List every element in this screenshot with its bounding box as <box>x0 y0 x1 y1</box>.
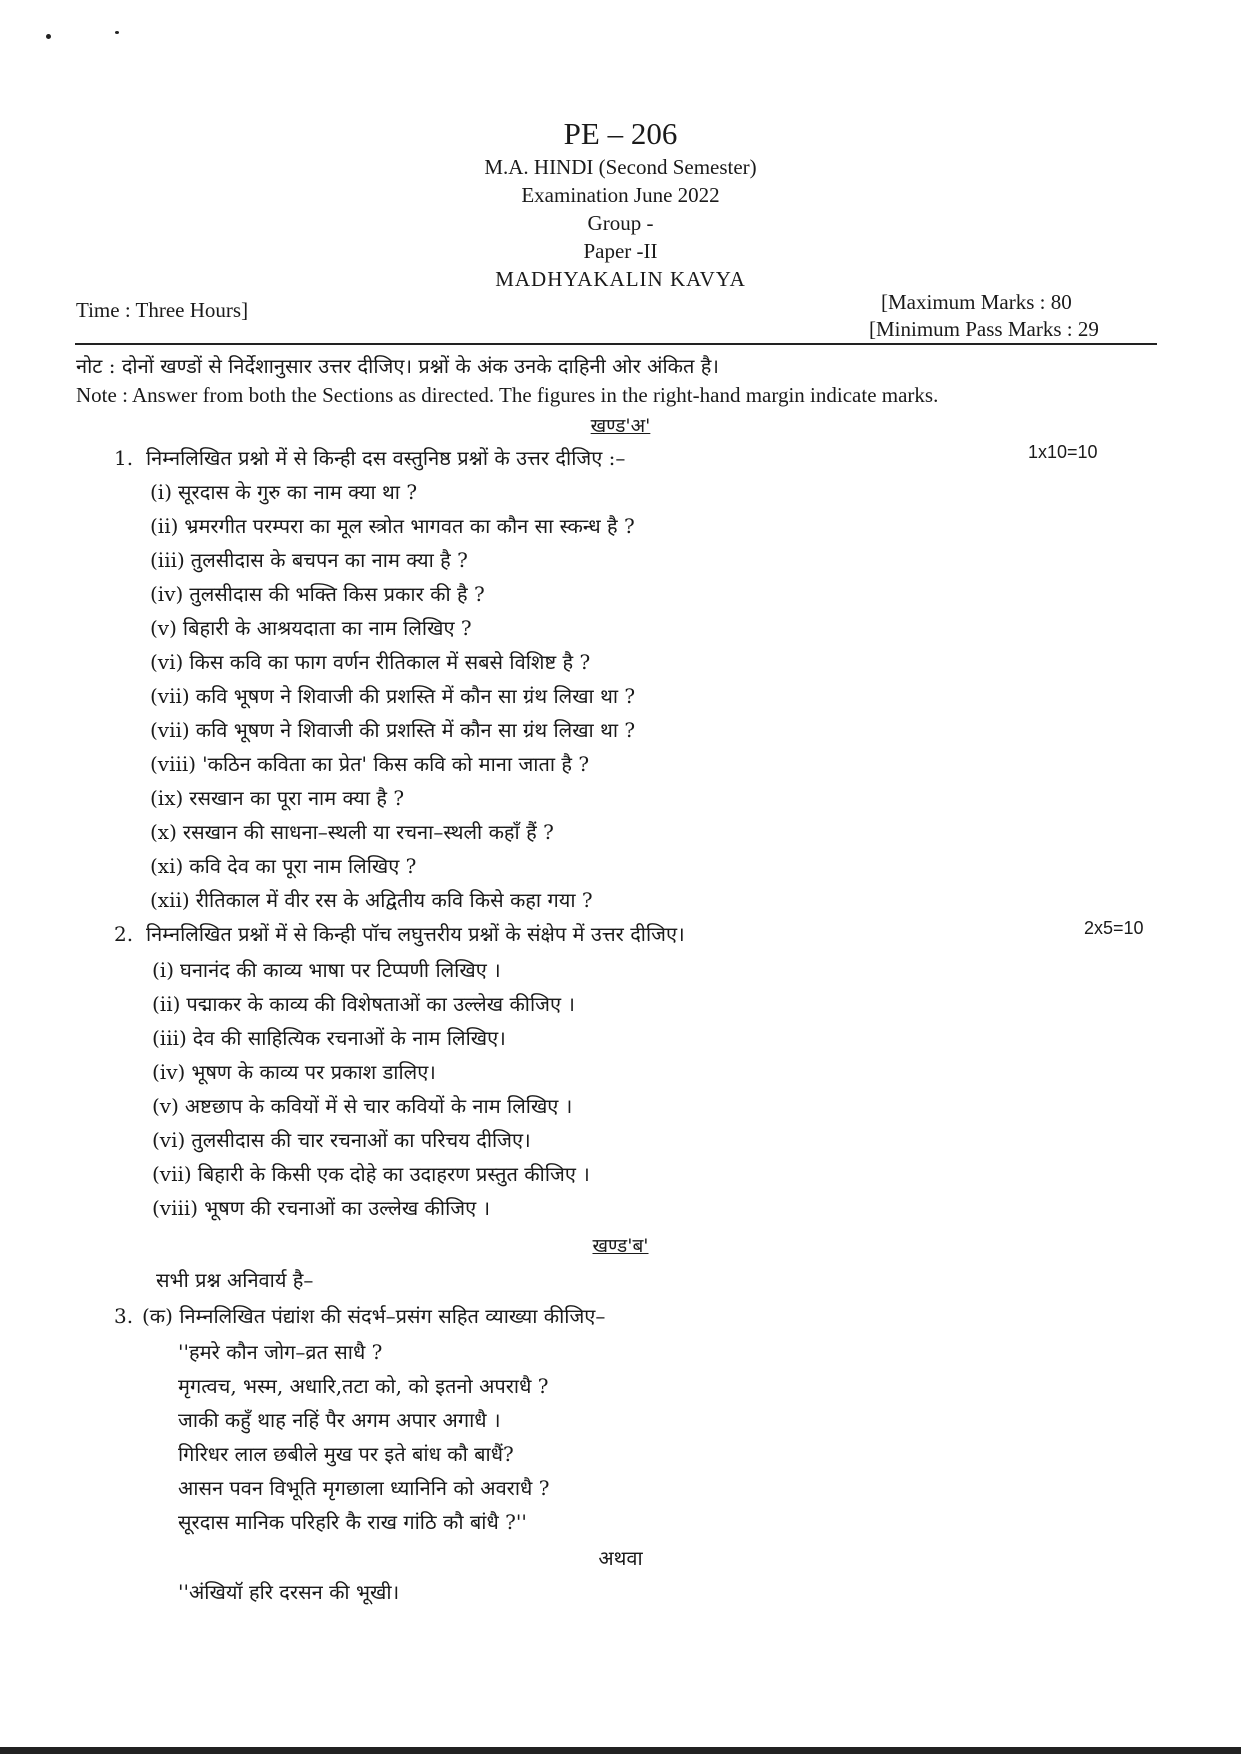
list-item: (iv) भूषण के काव्य पर प्रकाश डालिए। <box>152 1060 436 1084</box>
time-label: Time : Three Hours] <box>76 298 249 322</box>
list-item: (i) सूरदास के गुरु का नाम क्या था ? <box>150 480 418 504</box>
scan-speck <box>46 34 51 39</box>
list-item: (vii) कवि भूषण ने शिवाजी की प्रशस्ति में कौन सा ग्रंथ लिखा था ? <box>150 684 636 708</box>
question-2 <box>114 920 685 947</box>
list-item: (viii) भूषण की रचनाओं का उल्लेख कीजिए । <box>152 1196 491 1220</box>
min-pass-marks: [Minimum Pass Marks : 29 <box>869 317 1099 341</box>
note-hindi: नोट : दोनों खण्डों से निर्देशानुसार उत्तर दीजिए। प्रश्नों के अंक उनके दाहिनी ओर अंकित है। <box>76 354 719 378</box>
question-3 <box>114 1302 605 1329</box>
question-number: 1. <box>114 446 134 470</box>
list-item: (vi) किस कवि का फाग वर्णन रीतिकाल में सबसे विशिष्ट है ? <box>150 650 591 674</box>
max-marks: [Maximum Marks : 80 <box>881 290 1072 314</box>
list-item: (ix) रसखान का पूरा नाम क्या है ? <box>150 786 405 810</box>
list-item: (i) घनानंद की काव्य भाषा पर टिप्पणी लिखिए । <box>152 958 501 982</box>
verse-line: गिरिधर लाल छबीले मुख पर इते बांध कौ बाधैं? <box>178 1442 514 1466</box>
exam-title: Examination June 2022 <box>521 183 720 207</box>
verse-line: सूरदास मानिक परिहरि कै राख गांठि कौ बांधै ?'' <box>178 1510 527 1534</box>
section-b-instruction: सभी प्रश्न अनिवार्य है– <box>156 1268 314 1292</box>
paper-code: PE – 206 <box>563 116 678 151</box>
list-item: (vii) बिहारी के किसी एक दोहे का उदाहरण प्रस्तुत कीजिए । <box>152 1162 590 1186</box>
question-text: (क) निम्नलिखित पंद्यांश की संदर्भ–प्रसंग सहित व्याख्या कीजिए– <box>142 1304 606 1328</box>
scan-bottom-edge <box>0 1747 1241 1754</box>
list-item: (vii) कवि भूषण ने शिवाजी की प्रशस्ति में कौन सा ग्रंथ लिखा था ? <box>150 718 636 742</box>
list-item: (xi) कवि देव का पूरा नाम लिखिए ? <box>150 854 417 878</box>
verse-line: जाकी कहुँ थाह नहिं पैर अगम अपार अगाधै । <box>178 1408 501 1432</box>
list-item: (viii) 'कठिन कविता का प्रेत' किस कवि को माना जाता है ? <box>150 752 590 776</box>
subject-title: MADHYAKALIN KAVYA <box>495 267 746 291</box>
or-separator: अथवा <box>598 1546 643 1570</box>
group-label: Group - <box>587 211 654 235</box>
verse-line: आसन पवन विभूति मृगछाला ध्यानिनि को अवराधै ? <box>178 1476 550 1500</box>
header-divider <box>75 343 1157 345</box>
list-item: (iii) देव की साहित्यिक रचनाओं के नाम लिखिए। <box>152 1026 506 1050</box>
question-text: निम्नलिखित प्रश्नों में से किन्ही पॉच लघुत्तरीय प्रश्नों के संक्षेप में उत्तर दीजिए। <box>146 922 685 946</box>
list-item: (v) अष्टछाप के कवियों में से चार कवियों के नाम लिखिए । <box>152 1094 573 1118</box>
section-a-title: खण्ड'अ' <box>590 415 651 437</box>
question-1-marks: 1x10=10 <box>1028 442 1098 462</box>
question-number: 3. <box>114 1304 134 1328</box>
list-item: (iv) तुलसीदास की भक्ति किस प्रकार की है ? <box>150 582 485 606</box>
list-item: (ii) भ्रमरगीत परम्परा का मूल स्त्रोत भागवत का कौन सा स्कन्ध है ? <box>150 514 635 538</box>
list-item: (ii) पद्माकर के काव्य की विशेषताओं का उल्लेख कीजिए । <box>152 992 576 1016</box>
note-english: Note : Answer from both the Sections as directed. The figures in the right-hand margin indicate marks. <box>76 383 939 407</box>
list-item: (iii) तुलसीदास के बचपन का नाम क्या है ? <box>150 548 468 572</box>
question-number: 2. <box>114 922 134 946</box>
list-item: (vi) तुलसीदास की चार रचनाओं का परिचय दीजिए। <box>152 1128 531 1152</box>
question-1 <box>114 444 625 471</box>
verse-line: ''अंखियॉ हरि दरसन की भूखी। <box>178 1580 400 1604</box>
list-item: (v) बिहारी के आश्रयदाता का नाम लिखिए ? <box>150 616 472 640</box>
question-2-marks: 2x5=10 <box>1084 918 1144 938</box>
verse-line: मृगत्वच, भस्म, अधारि,तटा को, को इतनो अपराधै ? <box>178 1374 549 1398</box>
scan-speck <box>115 31 119 34</box>
paper-label: Paper -II <box>583 239 658 263</box>
question-text: निम्नलिखित प्रश्नो में से किन्ही दस वस्तुनिष्ठ प्रश्नों के उत्तर दीजिए :– <box>146 446 626 470</box>
course-title: M.A. HINDI (Second Semester) <box>484 155 757 179</box>
list-item: (x) रसखान की साधना–स्थली या रचना–स्थली कहाँ हैं ? <box>150 820 554 844</box>
section-b-title: खण्ड'ब' <box>592 1235 649 1257</box>
list-item: (xii) रीतिकाल में वीर रस के अद्वितीय कवि किसे कहा गया ? <box>150 888 593 912</box>
verse-line: ''हमरे कौन जोग–व्रत साधै ? <box>178 1340 383 1364</box>
